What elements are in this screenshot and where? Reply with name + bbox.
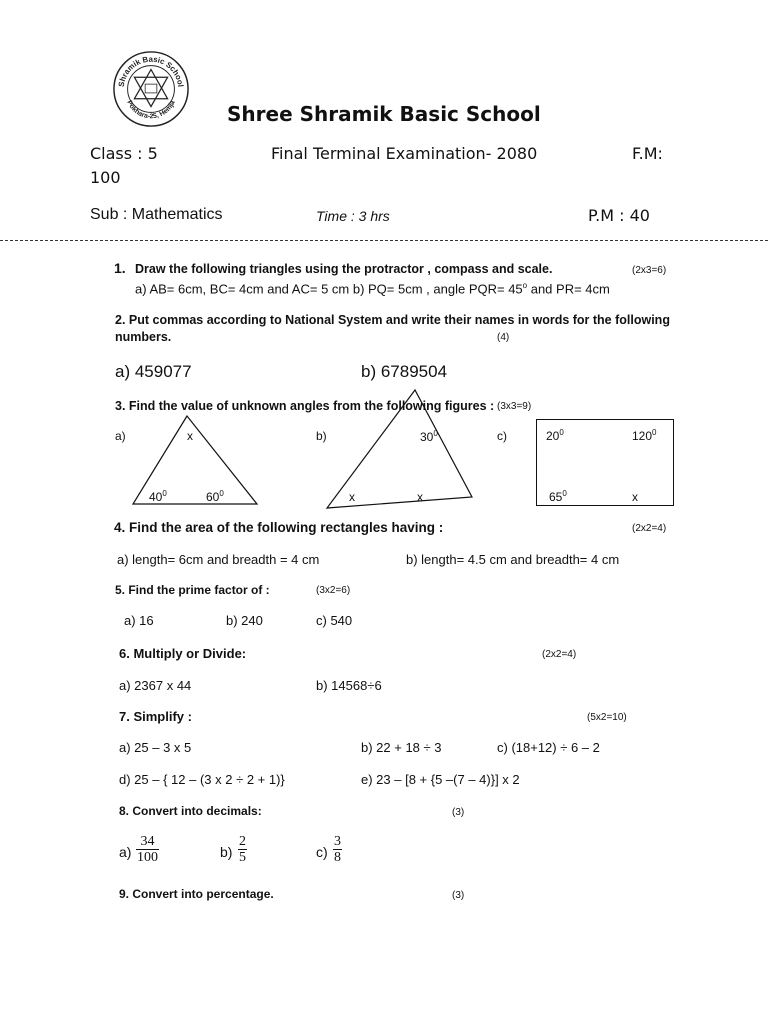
q2-b: b) 6789504 <box>361 362 448 381</box>
full-marks-value: 100 <box>90 168 121 187</box>
q3-fig-b-label: b) <box>316 429 327 443</box>
subject: Sub : Mathematics <box>90 206 223 223</box>
q8-marks: (3) <box>452 807 465 818</box>
class-label: Class : 5 <box>90 144 158 163</box>
q4-marks: (2x2=4) <box>632 523 667 534</box>
exam-title: Final Terminal Examination- 2080 <box>271 144 538 163</box>
q7-marks: (5x2=10) <box>587 712 627 723</box>
q3-text: 3. Find the value of unknown angles from the following figures : <box>115 399 495 413</box>
q5-b: b) 240 <box>226 613 263 628</box>
q3-fig-b-x1: x <box>349 490 355 504</box>
q7-a: a) 25 – 3 x 5 <box>119 740 192 755</box>
q8-b-fraction <box>238 834 247 865</box>
q2-marks: (4) <box>497 332 510 343</box>
pass-marks: P.M : 40 <box>588 206 650 225</box>
q7-text: 7. Simplify : <box>119 709 192 724</box>
q8-c-denominator: 8 <box>334 850 341 865</box>
logo-text-top: Shramik Basic School <box>116 54 186 88</box>
q1-parts: a) AB= 6cm, BC= 4cm and AC= 5 cm b) PQ= 5cm , angle $PQR= 45^o$ and PR= 4cm <box>135 281 610 297</box>
q3-fig-a-label: a) <box>115 429 126 443</box>
q9-marks: (3) <box>452 890 465 901</box>
q6-marks: (2x2=4) <box>542 649 577 660</box>
q3-fig-b-triangle <box>322 386 478 512</box>
q6-a: a) 2367 x 44 <box>119 678 192 693</box>
q3-fig-c-label: c) <box>497 429 507 443</box>
q3-marks: (3x3=9) <box>497 401 532 412</box>
q5-c: c) 540 <box>316 613 353 628</box>
q3-fig-a-top: x <box>187 429 193 443</box>
q8-c-numerator: 3 <box>334 834 341 849</box>
q8-c-label: c) <box>316 844 328 860</box>
q8-c-fraction <box>333 834 342 865</box>
q3-fig-a-right: $60^0$ <box>206 489 224 504</box>
q2-text-line1: 2. Put commas according to National System and write their names in words for the following <box>115 313 670 327</box>
q8-b-numerator: 2 <box>239 834 246 849</box>
q3-fig-b-x2: x <box>417 490 423 504</box>
q2-a: a) 459077 <box>115 362 192 381</box>
q3-fig-c-top-left: $20^0$ <box>546 428 564 443</box>
divider <box>0 240 768 241</box>
q7-c: c) (18+12) ÷ 6 – 2 <box>497 740 600 755</box>
q1-text: Draw the following triangles using the protractor , compass and scale. <box>135 262 553 276</box>
school-name: Shree Shramik Basic School <box>227 102 541 126</box>
exam-time: Time : 3 hrs <box>316 208 390 224</box>
q3-fig-b-top: $30^0$ <box>420 429 438 444</box>
q7-e: e) 23 – [8 + {5 –(7 – 4)}] x 2 <box>361 772 520 787</box>
q3-fig-c-bottom-left: $65^0$ <box>549 489 567 504</box>
q8-text: 8. Convert into decimals: <box>119 804 262 818</box>
q1-marks: (2x3=6) <box>632 265 667 276</box>
q5-marks: (3x2=6) <box>316 585 351 596</box>
q8-b-label: b) <box>220 844 233 860</box>
q5-text: 5. Find the prime factor of : <box>115 583 270 597</box>
q2-text-line2: numbers. <box>115 330 172 344</box>
q3-fig-c-bottom-right: x <box>632 490 638 504</box>
q4-b: b) length= 4.5 cm and breadth= 4 cm <box>406 552 620 567</box>
q6-text: 6. Multiply or Divide: <box>119 646 247 661</box>
q9-text: 9. Convert into percentage. <box>119 887 274 901</box>
q8-a-numerator: 34 <box>140 834 155 849</box>
q8-a-label: a) <box>119 844 132 860</box>
logo-text-bottom: Pokhara-25, Hemja <box>125 99 177 121</box>
q8-a-fraction <box>136 834 159 865</box>
school-logo <box>112 50 190 128</box>
svg-text:Shramik Basic School <box>117 55 185 88</box>
q7-d: d) 25 – { 12 – (3 x 2 ÷ 2 + 1)} <box>119 772 285 787</box>
full-marks-label: F.M: <box>632 144 663 163</box>
q1-number: 1. <box>114 260 126 276</box>
q5-a: a) 16 <box>124 613 154 628</box>
q6-b: b) 14568÷6 <box>316 678 382 693</box>
q4-a: a) length= 6cm and breadth = 4 cm <box>117 552 320 567</box>
q3-fig-a-left: $40^0$ <box>149 489 167 504</box>
q8-a-denominator: 100 <box>137 850 158 865</box>
q7-b: b) 22 + 18 ÷ 3 <box>361 740 442 755</box>
q8-b-denominator: 5 <box>239 850 246 865</box>
q4-text: 4. Find the area of the following rectangles having : <box>114 520 444 535</box>
q3-fig-c-top-right: $120^0$ <box>632 428 657 443</box>
svg-text:Pokhara-25, Hemja <box>125 100 176 121</box>
